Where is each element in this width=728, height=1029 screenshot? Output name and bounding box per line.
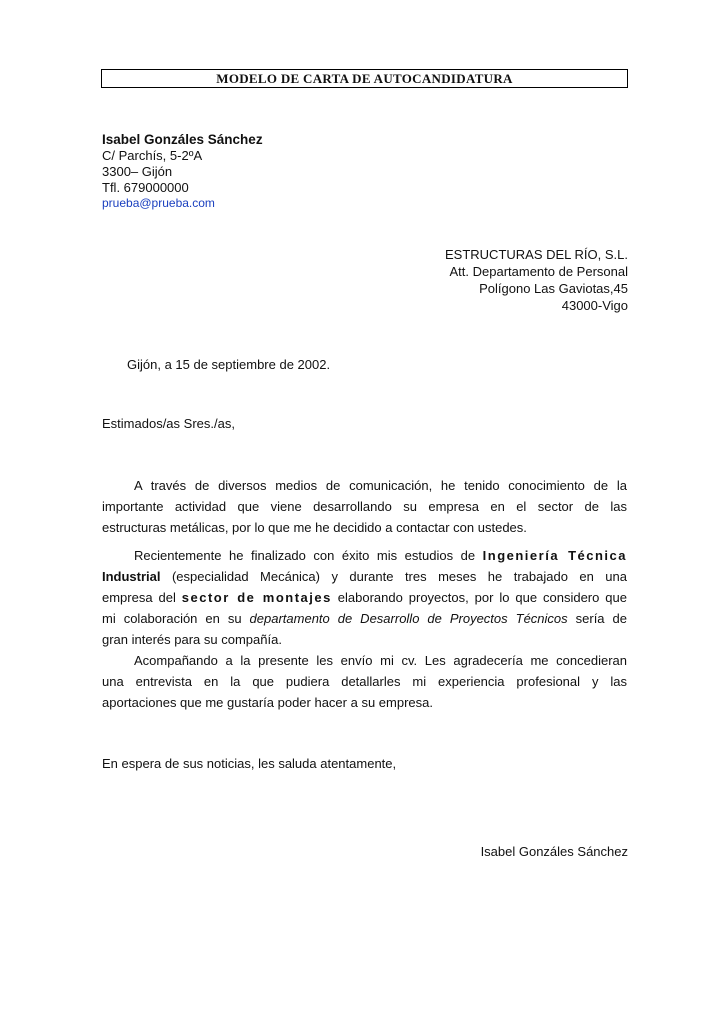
- paragraph-line: Industrial (especialidad Mecánica) y durante tres meses he trabajado en una: [102, 569, 627, 584]
- recipient-attention: Att. Departamento de Personal: [449, 264, 628, 279]
- sender-address: C/ Parchís, 5-2ºA: [102, 148, 203, 163]
- paragraph-line: Recientemente he finalizado con éxito mis estudios de Ingeniería Técnica: [134, 548, 627, 563]
- paragraph-line: gran interés para su compañía.: [102, 632, 282, 647]
- paragraph-line: Acompañando a la presente les envío mi cv. Les agradecería me concedieran: [134, 653, 627, 668]
- closing-line: En espera de sus noticias, les saluda atentamente,: [102, 756, 397, 771]
- sender-phone: Tfl. 679000000: [102, 180, 189, 195]
- sender-email-link[interactable]: prueba@prueba.com: [102, 196, 215, 210]
- sector-emphasis: sector de montajes: [181, 590, 332, 605]
- department-emphasis: departamento de Desarrollo de Proyectos Técnicos: [249, 611, 568, 626]
- paragraph-line: empresa del sector de montajes elaborando proyectos, por lo que considero que: [102, 590, 627, 605]
- date-line: Gijón, a 15 de septiembre de 2002.: [127, 357, 331, 372]
- degree-emphasis: Industrial: [102, 569, 161, 584]
- greeting: Estimados/as Sres./as,: [102, 416, 235, 431]
- paragraph-line: importante actividad que viene desarrollando su empresa en el sector de las: [102, 499, 627, 514]
- paragraph-request: [102, 650, 627, 713]
- sender-city: 3300– Gijón: [102, 164, 173, 179]
- recipient-company: ESTRUCTURAS DEL RÍO, S.L.: [445, 247, 628, 262]
- paragraph-line: mi colaboración en su departamento de Desarrollo de Proyectos Técnicos sería de: [102, 611, 627, 626]
- recipient-address: Polígono Las Gaviotas,45: [479, 281, 628, 296]
- paragraph-intro: [102, 475, 627, 538]
- paragraph-line: una entrevista en la que pudiera detallarles mi experiencia profesional y las: [102, 674, 627, 689]
- sender-name: Isabel Gonzáles Sánchez: [102, 132, 263, 147]
- signature-name: Isabel Gonzáles Sánchez: [480, 844, 628, 859]
- title-box: [101, 69, 628, 88]
- degree-emphasis: Ingeniería Técnica: [482, 548, 627, 563]
- paragraph-line: aportaciones que me gustaría poder hacer a su empresa.: [102, 695, 433, 710]
- recipient-city: 43000-Vigo: [561, 298, 628, 313]
- paragraph-line: estructuras metálicas, por lo que me he decidido a contactar con ustedes.: [102, 520, 527, 535]
- paragraph-experience: [102, 545, 627, 650]
- paragraph-line: A través de diversos medios de comunicación, he tenido conocimiento de la: [134, 478, 627, 493]
- document-title: MODELO DE CARTA DE AUTOCANDIDATURA: [216, 71, 513, 86]
